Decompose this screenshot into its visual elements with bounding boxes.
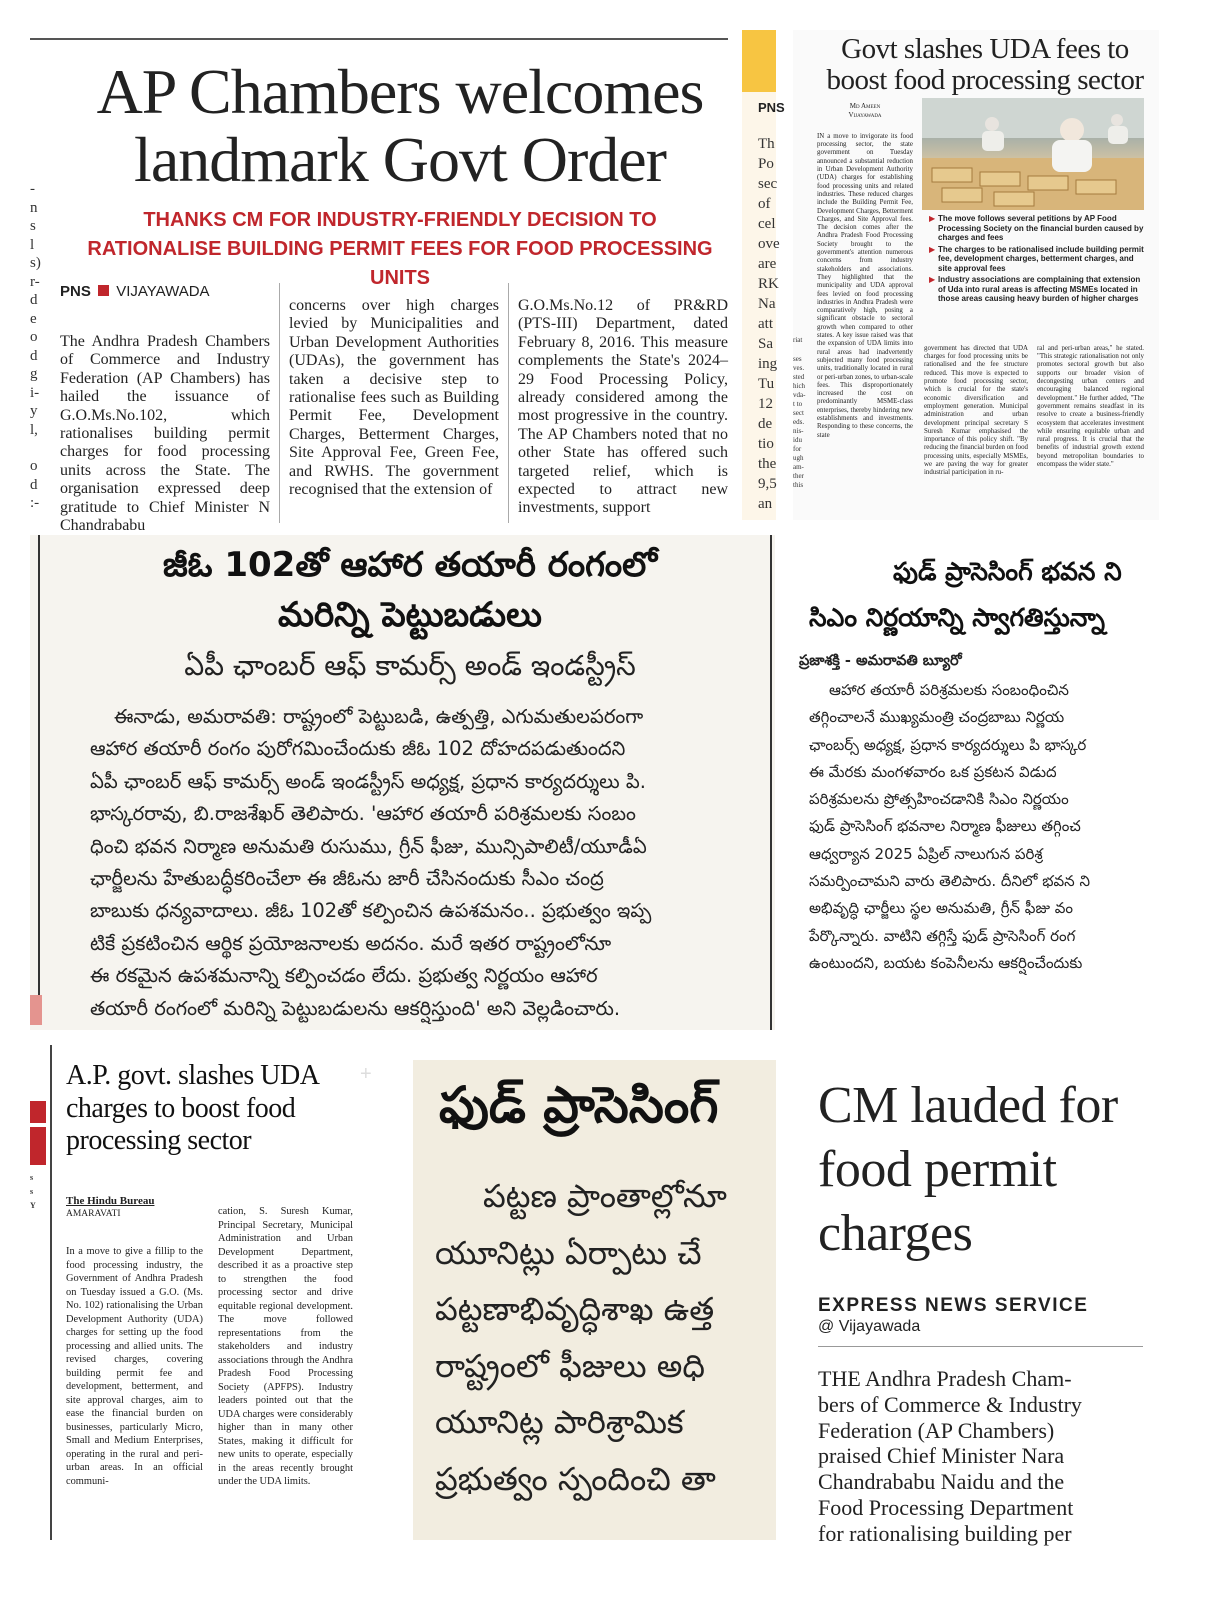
body-col-1: IN a move to invigorate its food processing sector, the state government on Tuesday announced a substantial reduction in Urban Development Authority (UDA) charges for establishing food processing units and related industries. These reduced charges include the Building Permit Fee, Development Charges, Betterment Charges, and Site Approval fees. The decision comes after the Andhra Pradesh Food Processing Society brought to the government's attention numerous concerns from industry stakeholders and associations. They highlighted that the municipality and UDA approval fees levied on food processing industries in Andhra Pradesh were comparatively high, posing a significant obstacle to sectoral growth when compared to other states. A key issue raised was that the expansion of UDA limits into rural areas had inadvertently subjected many food processing units, traditionally located in rural or peri-urban zones, to urban-scale fees. This disproportionately increased the cost on predominantly MSME-class enterprises, thereby hindering new establishments and investments. Responding to these concerns, the state [817,132,913,439]
clipping-eenadu [30,535,775,1030]
body-line: Federation (AP Chambers) [818,1417,1055,1443]
body-line: పట్టణ ప్రాంతాల్లోనూ [483,1177,727,1215]
food-processing-photo [922,98,1144,210]
article-body [90,701,735,1025]
plus-mark: + [360,1063,372,1085]
headline: AP Chambers welcomes landmark Govt Order [96,56,704,195]
article-body [435,1168,727,1507]
left-edge-fragment: - n s l s) r- d e o d g i- y l, o d :- [30,181,41,511]
body-col-3: ral and peri-urban areas," he stated. "This strategic rationalisation not only promotes sectoral growth but also supports our broader vision of decongesting urban centers and encouraging balanced regional development." He further added, "The government remains steadfast in its resolve to create a business-friendly ecosystem that accelerates investment while ensuring equitable urban and rural progress. It is crucial that the benefits of industrial growth extend beyond metropolitan boundaries to encompass the wider state." [1037,344,1144,469]
body-col-2: cation, S. Suresh Kumar, Principal Secretary, Municipal Administration and Urban Development Department, described it as a proactive step to strengthen the food processing sector and drive equitable regional development. The move followed representations from the stakeholders and industry associations through the Andhra Pradesh Food Processing Society (APFPS). Industry leaders pointed out that the UDA charges were considerably higher than in many other States, making it difficult for new units to operate, especially in the areas recently brought under the UDA limits. [218,1206,353,1488]
body-line: పేర్కొన్నారు. వాటిని తగ్గిస్తే ఫుడ్ ప్రాసెసింగ్ రంగ [809,926,1076,945]
highlight-item: ▶ The move follows several petitions by AP Food Processing Society on the financial burden caused by charges and fees [929,214,1144,242]
clipping-pioneer [30,30,728,535]
col-rule [508,283,509,523]
headline-line-1: జీఓ 102తో ఆహార తయారీ రంగంలో [162,545,658,585]
red-triangle-icon: ▶ [929,214,936,223]
byline: The Hindu Bureau AMARAVATI [66,1195,155,1219]
body-line: పట్టణాభివృద్ధిశాఖ ఉత్త [435,1290,715,1328]
top-rule [30,38,728,40]
body-line: ఈ రకమైన ఉపశమనాన్ని కల్పించడం లేదు. ప్రభుత్వ నిర్ణయం ఆహార [90,964,598,988]
clipping-express [800,1070,1159,1546]
body-line: for rationalising building per [818,1520,1072,1546]
clipping-the-hindu [30,1045,393,1540]
headline-line-2: food permit [818,1141,1057,1198]
body-line: యూనిట్ల పారిశ్రామిక [435,1403,684,1441]
edge-text: Th Po sec of cel ove are RK Na att Sa ing Tu 12 de tio the 9,5 an [758,136,780,512]
red-triangle-icon: ▶ [929,275,936,284]
left-border [38,535,40,995]
headline-line-1: CM lauded for [818,1077,1118,1134]
body-line: టికే ప్రకటించిన ఆర్థిక ప్రయోజనాలకు అదనం. మరే ఇతర రాష్ట్రంలోనూ [90,931,612,955]
body-col-1: In a move to give a fillip to the food processing industry, the Government of Andhra Pradesh on Tuesday issued a G.O. (Ms. No. 102) rationalising the Urban Development Authority (UDA) charges for setting up the food processing and allied units. The revised charges, covering building permit fee and development, betterment, and site approval charges, aim to ease the financial burden on businesses, particularly Micro, Small and Medium Enterprises, operating in the rural and peri-urban areas. In an official communi- [66,1246,203,1487]
red-triangle-icon: ▶ [929,244,936,254]
red-section-tab [30,1101,46,1123]
yellow-band [742,30,776,92]
body-line: రాష్ట్రంలో ఫీజులు అధి [435,1346,705,1385]
col-rule [279,283,280,523]
agency: PNS [60,283,91,300]
clipping-prajasakti [793,535,1159,980]
headline: Govt slashes UDA fees to boost food processing sector [826,33,1144,96]
headline: ఫుడ్ ప్రాసెసింగ్ [439,1076,719,1134]
edge-text: s s Y [30,1173,36,1210]
factory-illustration [922,98,1144,210]
body-line: తగ్గించాలనే ముఖ్యమంత్రి చంద్రబాబు నిర్ణయ [809,708,1065,727]
clipping-telugu-large [413,1060,776,1540]
subheadline: THANKS CM FOR INDUSTRY-FRIENDLY DECISION TO RATIONALISE BUILDING PERMIT FEES FOR FOOD PROCESSING UNITS [87,209,713,289]
body-col-1: The Andhra Pradesh Chambers of Commerce and Industry Federation (AP Chambers) has hailed the issuance of G.O.Ms.No.102, which rationalises building permit charges for food processing units across the State. The organisation expressed deep gratitude to Chief Minister N Chandrababu [60,333,270,535]
body-line: ఉంటుందని, బయట కంపెనీలను ఆకర్షించేందుకు [809,953,1083,972]
headline-line-2: సిఎం నిర్ణయాన్ని స్వాగతిస్తున్నా [809,603,1105,632]
body-col-2: government has directed that UDA charges for food processing units be rationalised and the fee structure reduced. This move is expected to promote food processing sector, which is crucial for the state's economic diversification and employment generation. Municipal administration and urban development principal secretary S Suresh Kumar emphasised the importance of this policy shift. "By reducing the financial burden on food processing units, especially MSMEs, we are paving the way for greater industrial participation in ru- [924,344,1028,477]
pns-label: PNS [758,100,785,115]
body-line: యూనిట్లు ఏర్పాటు చే [435,1233,702,1272]
body-line: THE Andhra Pradesh Cham- [818,1366,1072,1391]
red-square-icon [98,285,109,296]
body-line: ఫుడ్ ప్రాసెసింగ్ భవనాల నిర్మాణ ఫీజులు తగ్గించ [809,817,1081,836]
edge-text: riat ses ves. sted hich vda- t to sect eds. nis- idu for ugh am- ther this [793,336,806,489]
place: @ Vijayawada [818,1318,921,1335]
dateline [60,283,210,300]
left-border-red [30,995,42,1025]
rule [818,1346,1143,1347]
highlight-item: ▶ The charges to be rationalised include building permit fee, development charges, betterment charges, and site approval fees [929,244,1144,273]
body-line: ఆధ్వర్యాన 2025 ఏప్రిల్ నాలుగున పరిశ్ర [809,844,1043,863]
body-line: అభివృద్ధి ఛార్జీలు స్థల అనుమతి, గ్రీన్ ఫీజు వం [809,899,1074,918]
red-section-tab [30,1127,46,1165]
column-divider [50,1045,52,1540]
dateline: ప్రజాశక్తి - అమరావతి బ్యూరో [799,653,962,669]
clipping-fragment-middle [742,30,785,520]
clipping-hans [793,30,1159,520]
body-line: భాస్కరరావు, బి.రాజశేఖర్ తెలిపారు. 'ఆహార తయారీ పరిశ్రమలకు సంబం [90,802,636,826]
subheadline: ఏపీ ఛాంబర్ ఆఫ్ కామర్స్ అండ్ ఇండస్ట్రీస్ [184,649,636,682]
body-line: ఆహార తయారీ రంగం పురోగమించేందుకు జీఓ 102 దోహదపడుతుందని [90,737,626,761]
body-line: bers of Commerce & Industry [818,1391,1082,1417]
highlight-item: ▶ Industry associations are complaining that extension of Uda into rural areas is affecting MSMEs located in those areas causing heavy burden of higher charges [929,275,1141,303]
body-line: ఛార్జీలను హేతుబద్ధీకరించేలా ఈ జీఓను జారీ చేసినందుకు సీఎం చంద్ర [90,867,604,891]
place: VIJAYAWADA [116,283,210,300]
body-line: పరిశ్రమలను ప్రోత్సహించడానికి సిఎం నిర్ణయం [809,790,1069,809]
body-line: praised Chief Minister Nara [818,1443,1065,1469]
body-line: Food Processing Department [818,1494,1074,1520]
body-line: ఈ మేరకు మంగళవారం ఒక ప్రకటన విడుద [809,762,1057,781]
body-line: ప్రభుత్వం స్పందించి తా [435,1459,716,1498]
article-body [818,1366,1148,1546]
body-line: సమర్పించామని వారు తెలిపారు. దీనిలో భవన ని [809,872,1090,891]
body-col-3: G.O.Ms.No.12 of PR&RD (PTS-III) Department, dated February 8, 2016. This measure complements the State's 2024–29 Food Processing Policy, already considered among the most progressive in the country. The AP Chambers noted that no other State has offered such targeted relief, which is expected to attract new investments, support [518,297,728,517]
headline-line-3: charges [818,1205,973,1262]
article-body [809,677,1159,977]
byline: Md Ameen Vijayawada [848,102,882,119]
body-line: Chandrababu Naidu and the [818,1469,1065,1495]
body-col-2: concerns over high charges levied by Municipalities and Urban Development Authorities (UDAs), the government has taken a decisive step to rationalise fees such as Building Permit Fee, Development Charges, Betterment Charges, Site Approval Fee, Green Fee, and RWHS. The government recognised that the extension of [289,297,499,499]
headline-line-1: ఫుడ్ ప్రాసెసింగ్ భవన ని [893,557,1122,586]
service-credit: EXPRESS NEWS SERVICE [818,1295,1089,1316]
headline-line-2: మరిన్ని పెట్టుబడులు [278,595,542,635]
body-line: ధించి భవన నిర్మాణ అనుమతి రుసుము, గ్రీన్ ఫీజు, మున్సిపాలిటీ/యూడీఏ [90,834,647,858]
body-line: ఏపీ ఛాంబర్ ఆఫ్ కామర్స్ అండ్ ఇండస్ట్రీస్ అధ్యక్ష, ప్రధాన కార్యదర్శులు పి. [90,769,646,793]
body-line: ఛాంబర్స్ అధ్యక్ష, ప్రధాన కార్యదర్శులు పి భాస్కర [809,735,1087,754]
body-line: తయారీ రంగంలో మరిన్ని పెట్టుబడులను ఆకర్షిస్తుంది' అని వెల్లడించారు. [90,996,621,1020]
right-border [770,535,772,1030]
highlights-box [929,210,1144,304]
body-line: ఆహార తయారీ పరిశ్రమలకు సంబంధించిన [829,681,1069,699]
headline: A.P. govt. slashes UDA charges to boost food processing sector [66,1060,318,1156]
body-line: బాబుకు ధన్యవాదాలు. జీఓ 102తో కల్పించిన ఉపశమనం.. ప్రభుత్వం ఇప్ప [90,899,652,923]
body-line: ఈనాడు, అమరావతి: రాష్ట్రంలో పెట్టుబడి, ఉత్పత్తి, ఎగుమతులపరంగా [114,705,644,728]
